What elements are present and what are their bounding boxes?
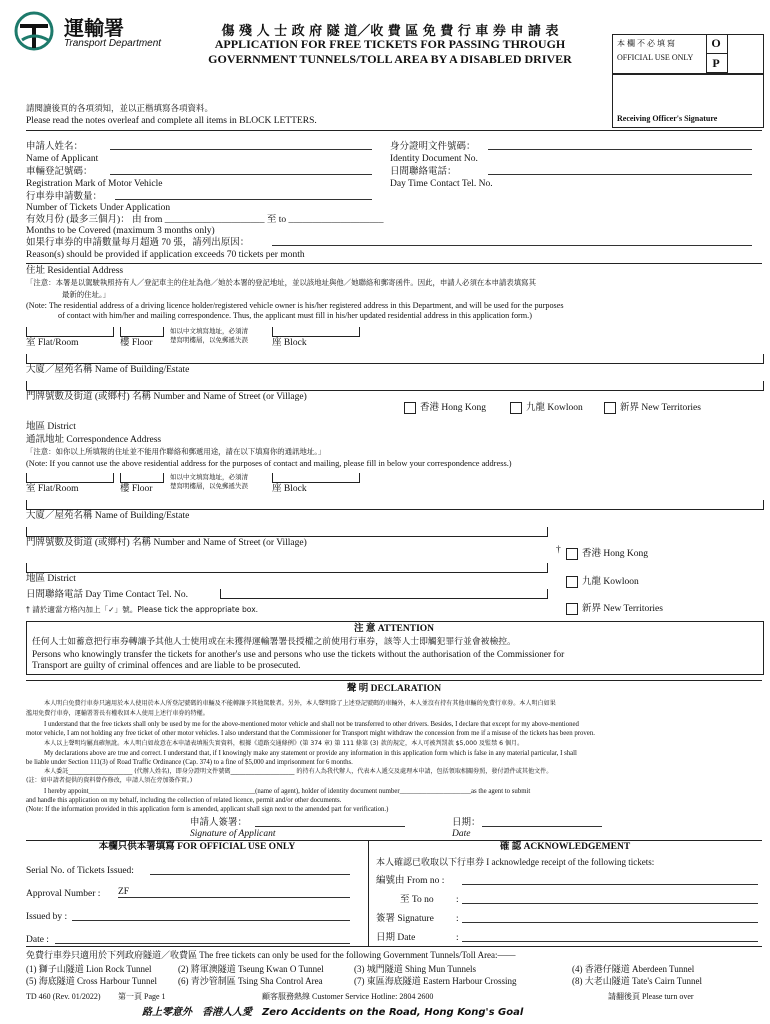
name-input[interactable] bbox=[110, 149, 372, 150]
ack-sig-label: 簽署 Signature bbox=[376, 914, 434, 924]
corr-hk-option[interactable]: 香港 Hong Kong bbox=[566, 548, 648, 560]
corr-note-en: (Note: If you cannot use the above residential address for the purposes of contact and mailing, please fill in below your correspondence address.) bbox=[26, 459, 512, 468]
turn-over: 請翻後頁 Please turn over bbox=[608, 992, 694, 1001]
tunnel-4: (4) 香港仔隧道 Aberdeen Tunnel bbox=[572, 964, 695, 974]
reg-cn: 車輛登記號碼： bbox=[26, 167, 93, 177]
reg-input[interactable] bbox=[110, 174, 372, 175]
logo bbox=[12, 10, 162, 52]
id-input[interactable] bbox=[488, 149, 752, 150]
decl-p2-en-2: be liable under Section 111(3) of Road Traffic Ordinance (Cap. 374) to a fine of $5,000 and imprisonment for 6 months. bbox=[26, 759, 353, 766]
floor-label: 樓 Floor bbox=[120, 338, 153, 348]
corr-floor-label: 樓 Floor bbox=[120, 484, 153, 494]
corr-flat-label: 室 Flat/Room bbox=[26, 484, 79, 494]
intro-en: Please read the notes overleaf and complete all items in BLOCK LETTERS. bbox=[26, 116, 317, 126]
period-en: Months to be Covered (maximum 3 months only) bbox=[26, 226, 215, 236]
intro-cn: 請閱讀後頁的各項須知，並以正楷填寫各項資料。 bbox=[26, 104, 214, 114]
res-nt-checkbox[interactable] bbox=[604, 402, 616, 414]
corr-nt-checkbox[interactable] bbox=[566, 603, 578, 615]
corr-title: 通訊地址 Correspondence Address bbox=[26, 435, 162, 445]
corr-flat-input[interactable] bbox=[26, 473, 114, 483]
corr-building-label: 大廈／屋苑名稱 Name of Building/Estate bbox=[26, 511, 190, 521]
id-cn: 身分證明文件號碼： bbox=[390, 142, 476, 152]
corr-kln-checkbox[interactable] bbox=[566, 576, 578, 588]
box-p-label: P bbox=[712, 56, 720, 70]
decl-p1-en-2: motor vehicle, I am not holding any free ticket of other motor vehicles. I also understand that the Commissioner for Transport might withdraw the concession from me if a misuse of the tickets has been proven. bbox=[26, 730, 595, 737]
tick-note: † 請於適當方格內加上「✓」號。Please tick the appropriate box. bbox=[26, 605, 259, 614]
approval-zf: ZF bbox=[118, 887, 130, 897]
residential-note-en-2: of contact with him/her and mailing correspondence. Thus, the applicant must fill in his/her updated residential address in this application form.) bbox=[58, 311, 532, 320]
serial-input[interactable] bbox=[150, 874, 350, 875]
tel-en: Day Time Contact Tel. No. bbox=[390, 179, 493, 189]
title-cn: 傷 殘 人 士 政 府 隧 道／收 費 區 免 費 行 車 券 申 請 表 bbox=[221, 24, 559, 39]
hotline: 顧客服務熱線 Customer Service Hotline: 2804 2600 bbox=[262, 992, 434, 1001]
attention-cn: 任何人士如蓄意把行車券轉讓予其他人士使用或在未獲得運輸署署長授權之前使用行車券，該等人士即觸犯罪行並會被檢控。 bbox=[32, 637, 516, 647]
official-use-cn: 本 欄 不 必 填 寫 bbox=[617, 39, 675, 48]
street-input[interactable] bbox=[26, 381, 764, 391]
attention-en-1: Persons who knowingly transfer the tickets for another's use and persons who use the tickets without the authorisation of the Commissioner for bbox=[32, 650, 565, 660]
tunnel-1: (1) 獅子山隧道 Lion Rock Tunnel bbox=[26, 964, 152, 974]
ack-sig-input[interactable] bbox=[462, 922, 758, 923]
tel-cn: 日間聯絡電話： bbox=[390, 167, 457, 177]
period[interactable]: 有效月份 (最多三個月)： 由 from _____________________ 至 to ____________________ bbox=[26, 215, 384, 225]
floor-note-1: 如以中文填寫地址，必須清 bbox=[170, 327, 248, 335]
corr-district-input[interactable] bbox=[26, 563, 548, 573]
residential-note-cn: 「注意：本署是以駕駛執照持有人／登記車主的住址為他／她於本署的登記地址，並以該地址與他／她聯絡和郵寄函件。因此，申請人必須在本申請表填寫其 bbox=[26, 278, 536, 287]
corr-tel-label: 日間聯絡電話 Day Time Contact Tel. No. bbox=[26, 590, 188, 600]
res-kln-option[interactable]: 九龍 Kowloon bbox=[510, 402, 583, 414]
reg-en: Registration Mark of Motor Vehicle bbox=[26, 179, 163, 189]
flat-input[interactable] bbox=[26, 327, 114, 337]
official-date-input[interactable] bbox=[55, 943, 350, 944]
decl-p1-cn: 本人明白免費行車券只適用於本人使用於本人所登記號碼的車輛及不能轉讓予其他駕駛者。另外，本人聲明除了上述登記號碼的車輛外，本人並沒有持有其他車輛的免費行車券。本人明白如果 bbox=[44, 700, 556, 707]
tel-input[interactable] bbox=[488, 174, 752, 175]
block-label: 座 Block bbox=[272, 338, 307, 348]
issued-input[interactable] bbox=[72, 920, 350, 921]
title-en-2: GOVERNMENT TUNNELS/TOLL AREA BY A DISABLED DRIVER bbox=[208, 52, 572, 66]
residential-note-cn-2: 最新的住址。」 bbox=[62, 290, 111, 299]
decl-p3-en-2: and handle this application on my behalf, including the collection of related licence, permit and/or other documents. bbox=[26, 797, 342, 804]
num-en: Number of Tickets Under Application bbox=[26, 203, 171, 213]
name-cn: 申請人姓名： bbox=[26, 142, 84, 152]
corr-floor-note-1: 如以中文填寫地址，必須清 bbox=[170, 473, 248, 481]
ack-date-colon: : bbox=[456, 933, 459, 943]
date-cn: 日期： bbox=[452, 818, 481, 828]
corr-street-label: 門牌號數及街道 (或鄉村) 名稱 Number and Name of Street (or Village) bbox=[26, 538, 307, 548]
decl-p3-en-3: (Note: If the information provided in this application form is amended, applicant shall sign next to the amended part for verification.) bbox=[26, 806, 389, 813]
slogan: 路上零意外 香港人人愛 Zero Accidents on the Road, Hong Kong's Goal bbox=[142, 1007, 524, 1018]
logo-en: Transport Department bbox=[64, 38, 162, 49]
corr-district-label: 地區 District bbox=[26, 574, 76, 584]
corr-floor-note-2: 楚寫明樓層，以免郵遞失誤 bbox=[170, 482, 248, 490]
tunnel-3: (3) 城門隧道 Shing Mun Tunnels bbox=[354, 964, 477, 974]
res-hk-checkbox[interactable] bbox=[404, 402, 416, 414]
reason-en: Reason(s) should be provided if application exceeds 70 tickets per month bbox=[26, 250, 305, 260]
title-en-1: APPLICATION FOR FREE TICKETS FOR PASSING THROUGH bbox=[214, 37, 566, 51]
decl-p3-en[interactable]: I hereby appoint_________________________________________________(name of agent), holder of identity document number_____________________as the agent to submit bbox=[44, 788, 531, 795]
logo-cn: 運輸署 bbox=[64, 16, 124, 40]
date-input[interactable] bbox=[482, 826, 602, 827]
declaration-title: 聲 明 DECLARATION bbox=[346, 684, 442, 694]
ack-text: 本人確認已收取以下行車券 I acknowledge receipt of the following tickets: bbox=[376, 857, 655, 867]
approval-input[interactable] bbox=[118, 897, 350, 898]
transport-department-logo-icon bbox=[12, 10, 56, 52]
decl-p2-cn: 本人以上聲明均屬真確無訛。本人明白如故意在本申請表填報失實資料，根據《道路交通條例》(第 374 章) 第 111 條第 (3) 款的規定，本人可被判罰款 $5,000 及監禁 6 個月。 bbox=[44, 740, 524, 747]
residential-note-en: (Note: The residential address of a driving licence holder/registered vehicle owner is his/her registered address in this Department, and will be used for the purposes bbox=[26, 301, 564, 310]
tunnels-intro: 免費行車券只適用於下列政府隧道／收費區 The free tickets can only be used for the following Government Tunnels/Toll Area:—— bbox=[26, 950, 516, 960]
floor-input[interactable] bbox=[120, 327, 164, 337]
official-use-en: OFFICIAL USE ONLY bbox=[617, 53, 694, 62]
official-date-label: Date : bbox=[26, 935, 49, 945]
signature-input[interactable] bbox=[255, 826, 405, 827]
name-en: Name of Applicant bbox=[26, 154, 99, 164]
building-input[interactable] bbox=[26, 354, 764, 364]
serial-label: Serial No. of Tickets Issued: bbox=[26, 866, 134, 876]
decl-p2-en: My declarations above are true and correct. I understand that, if I knowingly make any statement or provide any information in this application form which is false in any material particular, I shall bbox=[44, 750, 577, 757]
ack-from-label: 編號由 From no : bbox=[376, 876, 445, 886]
id-en: Identity Document No. bbox=[390, 154, 478, 164]
ack-date-input[interactable] bbox=[462, 941, 758, 942]
signature-en: Signature of Applicant bbox=[190, 829, 276, 839]
ack-to-colon: : bbox=[456, 895, 459, 905]
corr-hk-checkbox[interactable] bbox=[566, 548, 578, 560]
corr-block-label: 座 Block bbox=[272, 484, 307, 494]
tunnel-7: (7) 東區海底隧道 Eastern Harbour Crossing bbox=[354, 976, 517, 986]
ack-to-label: 至 To no bbox=[400, 895, 434, 905]
corr-dagger: † bbox=[556, 545, 561, 555]
decl-p3-cn-2: (註：如申請者提供的資料曾作修改，申請人須在旁加簽作實。) bbox=[26, 777, 193, 784]
res-district-label: 地區 District bbox=[26, 422, 76, 432]
tunnel-2: (2) 將軍澳隧道 Tseung Kwan O Tunnel bbox=[178, 964, 324, 974]
ack-title: 確 認 ACKNOWLEDGEMENT bbox=[499, 842, 631, 852]
corr-note-cn: 「注意：如你以上所填報的住址並不能用作聯絡和郵遞用途，請在以下填寫你的通訊地址。」 bbox=[26, 447, 326, 456]
issued-label: Issued by : bbox=[26, 912, 68, 922]
corr-building-input[interactable] bbox=[26, 500, 764, 510]
tunnel-6: (6) 青沙管制區 Tsing Sha Control Area bbox=[178, 976, 323, 986]
attention-en-2: Transport are guilty of criminal offences and are liable to be prosecuted. bbox=[32, 661, 301, 671]
tunnel-8: (8) 大老山隧道 Tate's Cairn Tunnel bbox=[572, 976, 702, 986]
res-kln-checkbox[interactable] bbox=[510, 402, 522, 414]
decl-p1-cn-2: 濫用免費行車券，運輸署署長有權收回本人使用上述行車券的特權。 bbox=[26, 710, 209, 717]
flat-label: 室 Flat/Room bbox=[26, 338, 79, 348]
corr-nt-option[interactable]: 新界 New Territories bbox=[566, 603, 663, 615]
residential-title: 住址 Residential Address bbox=[26, 266, 124, 276]
ack-to-input[interactable] bbox=[462, 903, 758, 904]
num-input[interactable] bbox=[115, 199, 372, 200]
form-number: TD 460 (Rev. 01/2022) bbox=[26, 992, 101, 1001]
num-cn: 行車券申請數量： bbox=[26, 192, 103, 202]
ack-sig-colon: : bbox=[456, 914, 459, 924]
res-nt-option[interactable]: 新界 New Territories bbox=[604, 402, 701, 414]
date-en: Date bbox=[452, 829, 471, 839]
corr-block-input[interactable] bbox=[272, 473, 360, 483]
signature-cn: 申請人簽署： bbox=[190, 818, 248, 828]
approval-label: Approval Number : bbox=[26, 889, 101, 899]
corr-tel-input[interactable] bbox=[220, 589, 548, 599]
ack-from-input[interactable] bbox=[462, 884, 758, 885]
page-number: 第一頁 Page 1 bbox=[118, 992, 166, 1001]
reason-input[interactable] bbox=[272, 245, 752, 246]
box-o-label: O bbox=[711, 36, 721, 50]
attention-title: 注 意 ATTENTION bbox=[353, 624, 435, 634]
decl-p1-en: I understand that the free tickets shall only be used by me for the above-mentioned motor vehicle and shall not be transferred to other drivers. Besides, I declare that except for my above-mentioned bbox=[44, 721, 579, 728]
res-hk-option[interactable]: 香港 Hong Kong bbox=[404, 402, 486, 414]
reason-cn: 如果行車券的申請數量每月超過 70 張，請列出原因： bbox=[26, 238, 250, 248]
street-label: 門牌號數及街道 (或鄉村) 名稱 Number and Name of Street (or Village) bbox=[26, 392, 307, 402]
corr-floor-input[interactable] bbox=[120, 473, 164, 483]
floor-note-2: 楚寫明樓層，以免郵遞失誤 bbox=[170, 336, 248, 344]
official-title: 本欄只供本署填寫 FOR OFFICIAL USE ONLY bbox=[98, 842, 296, 852]
block-input[interactable] bbox=[272, 327, 360, 337]
receiving-officer-label: Receiving Officer's Signature bbox=[617, 114, 718, 123]
building-label: 大廈／屋苑名稱 Name of Building/Estate bbox=[26, 365, 190, 375]
tunnel-5: (5) 海底隧道 Cross Harbour Tunnel bbox=[26, 976, 158, 986]
corr-street-input[interactable] bbox=[26, 527, 548, 537]
ack-date-label: 日期 Date bbox=[376, 933, 416, 943]
decl-p3-cn[interactable]: 本人委託_____________________ (代辦人姓名)，即身分證明文件號碼_____________________ 的持有人為我代辦人，代表本人遞交及處理本申請，包括領取相關券照，發付證件或其他文件。 bbox=[44, 768, 553, 775]
corr-kln-option[interactable]: 九龍 Kowloon bbox=[566, 576, 639, 588]
